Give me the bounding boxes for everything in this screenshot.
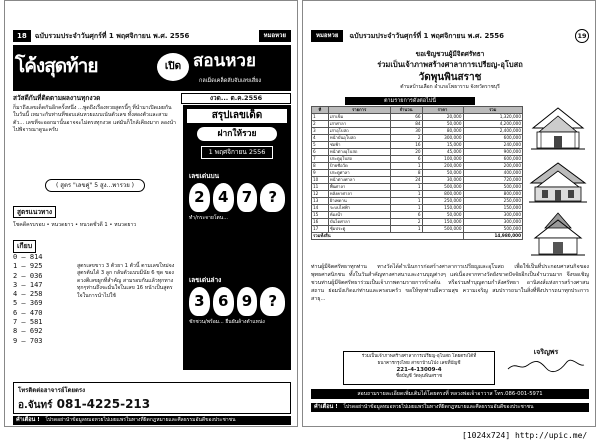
table-row (312, 163, 523, 170)
table-cell: 50,000 (422, 121, 463, 128)
temple-illustration (527, 106, 589, 152)
table-cell: 200,000 (463, 163, 523, 170)
table-cell: 1 (390, 226, 422, 233)
table-cell: 300,000 (463, 219, 523, 226)
pair-row: 3 – 147 (13, 280, 43, 289)
bottom-digit: 6 (213, 287, 234, 316)
table-row (312, 142, 523, 149)
table-cell: 300,000 (422, 135, 463, 142)
tagline: สวัสดีกันที่ติดตามผลงานทุกงวด (13, 94, 101, 102)
appeal-paragraph: ท่านผู้มีจิตศรัทธาทุกท่าน ทางวัดได้ดำเนินการก่อสร้างศาลาการเปรียญและอุโบสถ เพื่อใช้เป็นที่ประกอบศาสนกิจของพุทธศาสนิกชน ทั้งในวันสำคัญทางศาสนาและงานบุญต่างๆ แต่เนื่องจากทางวัดยังขาดปัจจัยอีกเป็นจำนวนมาก จึงขอเชิญชวนท่านผู้มีจิตศรัทธาร่วมเป็นเจ้าภาพตามรายการข้างต้น หรือร่วมทำบุญตามกำลังศรัทธา อานิสงส์แห่งการสร้างศาสนสถาน ย่อมบังเกิดแก่ท่านและครอบครัว ขอให้ทุกท่านมีความสุข ความเจริญ สมปรารถนาในสิ่งที่พึงปรารถนาทุกประการ สาธุ... (311, 264, 589, 302)
banner-book-title: สอนหวย (193, 51, 256, 71)
guideline-title: สูตรแนวทาง (13, 206, 56, 218)
table-row (312, 121, 523, 128)
table-cell: เสาอุโบสถ (328, 128, 390, 135)
panel-title: สรุปเลขเด็ด (187, 109, 287, 123)
warning-text: โปรดอย่านำข้อมูลหมอหวยไปเผยแพร่ในทางที่ผิดกฎหมายและศีลธรรมอันดีของประชาชน (45, 417, 236, 423)
banner-subtitle: กลเม็ดเคล็ดลับจับเลขเสี่ยง (199, 78, 262, 84)
table-cell: เสาศาลา (328, 121, 390, 128)
table-cell: ช่อฟ้า (328, 142, 390, 149)
bottom-highlight-digit: ? (260, 287, 285, 316)
table-cell: 16 (312, 219, 329, 226)
donation-table (311, 106, 523, 240)
table-cell: 600,000 (463, 156, 523, 163)
formula-explanation: สูตรเลขขาว 3 ตัวยา 1 ตัวนี้ ตามเลขใหม่จงสูตรต้นได้ 3 ลูก กลับตัวแบบมีนัย 6 ชุด ของดวงตีเลขผูกที่สำคัญ สามรอบกันแล้วทุกทาง ทุกๆท่านถึงจะมั่นใจในเลข 16 หน้าเป็นสูตรใจในการนำไปใช้ (77, 263, 175, 299)
table-cell: 12 (312, 191, 329, 198)
table-cell: 6 (312, 149, 329, 156)
table-cell: 1,320,000 (463, 114, 523, 121)
top-numbers-group (189, 171, 285, 222)
headline-banner (13, 45, 291, 91)
right-header-text: ฉบับรวมประจำวันศุกร์ที่ 1 พฤศจิกายน พ.ศ. 2556 (349, 31, 505, 40)
table-row (312, 219, 523, 226)
pairs-title: เกียบ (13, 240, 36, 253)
table-row (312, 212, 523, 219)
pair-row: 5 – 369 (13, 299, 43, 308)
table-cell: 2,400,000 (463, 128, 523, 135)
table-cell: 1 (390, 163, 422, 170)
bottom-numbers-label: เลขเด่นล่าง (189, 276, 222, 284)
table-cell: ประตูศาลา (328, 170, 390, 177)
right-warning-bar (311, 403, 589, 412)
table-cell: 84 (390, 121, 422, 128)
pair-row: 1 – 925 (13, 262, 43, 271)
pair-row: 8 – 692 (13, 327, 43, 336)
right-page (302, 0, 596, 427)
table-cell: 10 (312, 177, 329, 184)
left-header-text: ฉบับรวมประจำวันศุกร์ที่ 1 พฤศจิกายน พ.ศ. 2556 (34, 31, 190, 40)
banner-main-title: โค้งสุดท้าย (15, 55, 98, 77)
contact-box (13, 382, 291, 414)
table-cell: 400,000 (463, 170, 523, 177)
table-cell: 1 (390, 184, 422, 191)
bank-info-box (343, 351, 495, 385)
total-value: 14,980,000 (463, 233, 523, 240)
table-row (312, 170, 523, 177)
table-cell: 500,000 (422, 226, 463, 233)
table-cell: 20 (390, 149, 422, 156)
bank-info-line: ธนาคารกรุงไทย สาขาบ้านโป่ง เลขที่บัญชี (377, 360, 461, 366)
invitation-line: ขอเชิญชวนผู้มีจิตศรัทธา (415, 50, 485, 58)
table-cell: 240,000 (463, 142, 523, 149)
pair-row: 0 – 814 (13, 253, 43, 261)
table-cell: 500,000 (463, 226, 523, 233)
top-numbers-note: ทำ/กระจายโตน... (189, 215, 228, 221)
table-cell: พื้นศาลา (328, 184, 390, 191)
pairs-list (13, 233, 73, 346)
table-cell: 250,000 (422, 198, 463, 205)
right-brand-logo: หมอหวย (311, 30, 343, 42)
table-row (312, 177, 523, 184)
table-cell: 4,200,000 (463, 121, 523, 128)
top-highlight-digit: ? (260, 183, 285, 212)
temple-name: วัดพุนพินสราช (418, 72, 482, 83)
column-header: ที่ (312, 107, 329, 114)
table-cell: 20,000 (422, 114, 463, 121)
top-numbers-label: เลขเด่นบน (189, 172, 220, 180)
column-header: ราคา (422, 107, 463, 114)
signature-greeting: เจริญพร (533, 348, 559, 356)
table-row (312, 205, 523, 212)
table-cell: 300,000 (463, 212, 523, 219)
pair-row: 9 – 703 (13, 336, 43, 345)
table-row (312, 114, 523, 121)
bottom-digit: 3 (189, 287, 210, 316)
panel-date: 1 พฤศจิกายน 2556 (201, 146, 273, 159)
panel-subtitle: ฝากให้รวย (197, 127, 277, 141)
table-cell: 4 (312, 135, 329, 142)
table-cell: เสาเข็ม (328, 114, 390, 121)
table-cell: 6 (390, 156, 422, 163)
table-cell: ป้ายชื่อวัด (328, 163, 390, 170)
table-cell: หลังคาศาลา (328, 191, 390, 198)
table-cell: 2 (390, 135, 422, 142)
pair-row: 6 – 470 (13, 308, 43, 317)
contact-heading: โทรติดต่อฮาจารย์โดยตรง (18, 387, 86, 394)
table-cell: 30 (390, 128, 422, 135)
table-row (312, 135, 523, 142)
table-title: ตามรายการดังต่อไปนี้ (345, 97, 475, 105)
handwritten-signature (506, 359, 586, 373)
table-cell: 2 (312, 121, 329, 128)
left-page-header (13, 29, 291, 43)
table-cell: 24 (390, 177, 422, 184)
table-cell: 250,000 (463, 198, 523, 205)
table-cell: 150,000 (463, 205, 523, 212)
table-cell: 17 (312, 226, 329, 233)
contact-phone: 081-4225-213 (56, 397, 151, 411)
bottom-numbers-group (189, 275, 285, 326)
temple-illustration (527, 159, 589, 205)
contact-promo-bar: สอบถามรายละเอียดเพิ่มเติมได้โดยตรงที่ หลวงพ่อเจ้าอาวาส โทร.086-001-5971 (311, 389, 589, 399)
guideline-row: โชคดีครบรอบ • หนวดยาว • หนวดชั่วดี 1 • หนวดยาว (13, 222, 137, 228)
pair-row: 4 – 258 (13, 290, 43, 299)
table-row (312, 149, 523, 156)
warning-text: โปรดอย่านำข้อมูลหมอหวยไปเผยแพร่ในทางที่ผิดกฎหมายและศีลธรรมอันดีของประชาชน (343, 404, 534, 410)
contact-name: อ.จันทร์ (18, 400, 53, 411)
table-cell: ซุ้มประตู (328, 226, 390, 233)
guideline-section (13, 199, 177, 229)
top-digit: 7 (237, 183, 258, 212)
table-cell: 13 (312, 198, 329, 205)
table-cell: 1 (390, 191, 422, 198)
table-cell: 50,000 (422, 170, 463, 177)
table-cell: หน้าบันอุโบสถ (328, 135, 390, 142)
table-cell: 1 (390, 198, 422, 205)
table-cell: 3 (312, 128, 329, 135)
table-cell: 600,000 (463, 135, 523, 142)
table-cell: บันไดศาลา (328, 219, 390, 226)
pair-row: 2 – 036 (13, 271, 43, 280)
table-cell: 150,000 (422, 219, 463, 226)
right-page-number: 19 (575, 29, 589, 43)
warning-label: คำเตือน ! (314, 404, 338, 410)
warning-label: คำเตือน ! (16, 417, 40, 423)
column-header: รวม (463, 107, 523, 114)
table-cell: หน้าต่างอุโบสถ (328, 149, 390, 156)
table-cell: 6 (390, 212, 422, 219)
table-cell: 5 (312, 142, 329, 149)
table-cell: 14 (312, 205, 329, 212)
left-page-number: 18 (13, 30, 31, 42)
temple-address: ตำบลบ้านเลือก อำเภอโพธาราม จังหวัดราชบุรี (400, 84, 500, 90)
bottom-numbers-note: ชักชวน/พร้อม... ยืนยันล้างตำแหน่ง (189, 319, 265, 325)
pair-row: 7 – 581 (13, 318, 43, 327)
signature-block (503, 347, 589, 385)
table-cell: 9 (312, 170, 329, 177)
table-cell: 11 (312, 184, 329, 191)
table-cell: 7 (312, 156, 329, 163)
bank-account-number: 221-4-13009-4 (396, 367, 442, 374)
table-cell: 800,000 (463, 191, 523, 198)
top-digit: 2 (189, 183, 210, 212)
left-page (4, 0, 298, 427)
table-row (312, 198, 523, 205)
table-total-row (312, 233, 523, 240)
table-cell: 45,000 (422, 149, 463, 156)
table-cell: 1 (390, 205, 422, 212)
intro-paragraph: ก็มาถึงเลขเด็ดกันอีกครั้งหนึ่ง ...พูดถึงเรื่องหวยสูตรนี้ๆ ที่นำมาเปิดเผยกันในวันนี้ เหมาะกับท่านที่ชอบเล่นหวยแบบเน้นตัวเลข ทั้งสองตัวและสามตัว... เลขที่จะออกมานั้นอาจจะไม่ตรงทุกงวด แต่มันก็ใกล้เคียงมาก ลองนำไปพิจารณาดูนะครับ (13, 105, 176, 134)
bottom-digit: 9 (237, 287, 258, 316)
issue-date-box: งวด... ต.ค.2556 (181, 93, 291, 104)
table-row (312, 156, 523, 163)
table-cell: 200,000 (422, 163, 463, 170)
top-digit: 4 (213, 183, 234, 212)
table-cell: 15,000 (422, 142, 463, 149)
invitation-heading: ร่วมเป็นเจ้าภาพสร้างศาลาการเปรียญ-อุโบสถ (377, 60, 523, 69)
banner-badge: เปิด (157, 53, 189, 81)
table-cell: 900,000 (463, 149, 523, 156)
table-cell: หน้าต่างศาลา (328, 177, 390, 184)
table-cell: ฝ้าเพดาน (328, 198, 390, 205)
total-label: รวมทั้งสิ้น (312, 233, 464, 240)
table-cell: 2 (390, 219, 422, 226)
table-cell: 50,000 (422, 212, 463, 219)
table-cell: 100,000 (422, 156, 463, 163)
lucky-number-panel (183, 105, 291, 370)
table-row (312, 191, 523, 198)
table-cell: 1 (312, 114, 329, 121)
temple-illustration (527, 212, 589, 258)
table-header-row (312, 107, 523, 114)
table-cell: 500,000 (422, 184, 463, 191)
column-header: รายการ (328, 107, 390, 114)
table-cell: 15 (312, 212, 329, 219)
table-cell: 16 (390, 142, 422, 149)
table-row (312, 226, 523, 233)
table-cell: 8 (312, 163, 329, 170)
table-cell: 500,000 (463, 184, 523, 191)
table-cell: 80,000 (422, 128, 463, 135)
bank-info-line: ร่วมเป็นเจ้าภาพสร้างศาลาการเปรียญ-อุโบสถ โดยตรงได้ที่ (361, 354, 477, 359)
table-cell: ระบบไฟฟ้า (328, 205, 390, 212)
table-cell: ห้องน้ำ (328, 212, 390, 219)
table-row (312, 128, 523, 135)
temple-illustrations (527, 106, 589, 254)
table-row (312, 184, 523, 191)
left-warning-bar (13, 416, 291, 425)
table-cell: 66 (390, 114, 422, 121)
bank-account-name: ชื่อบัญชี วัดพุนพินสราช (395, 373, 443, 379)
table-cell: 150,000 (422, 205, 463, 212)
image-credit: [1024x724] http://upic.me/ (462, 431, 588, 440)
column-header: จำนวน (390, 107, 422, 114)
table-cell: ประตูอุโบสถ (328, 156, 390, 163)
table-cell: 30,000 (422, 177, 463, 184)
table-cell: 8 (390, 170, 422, 177)
formula-caption: ( สูตร "เลขคู่" 5 สูง...พารวย ) (45, 179, 145, 192)
table-cell: 720,000 (463, 177, 523, 184)
left-brand-logo: หมอหวย (259, 30, 291, 42)
right-page-header (311, 29, 589, 43)
table-cell: 800,000 (422, 191, 463, 198)
